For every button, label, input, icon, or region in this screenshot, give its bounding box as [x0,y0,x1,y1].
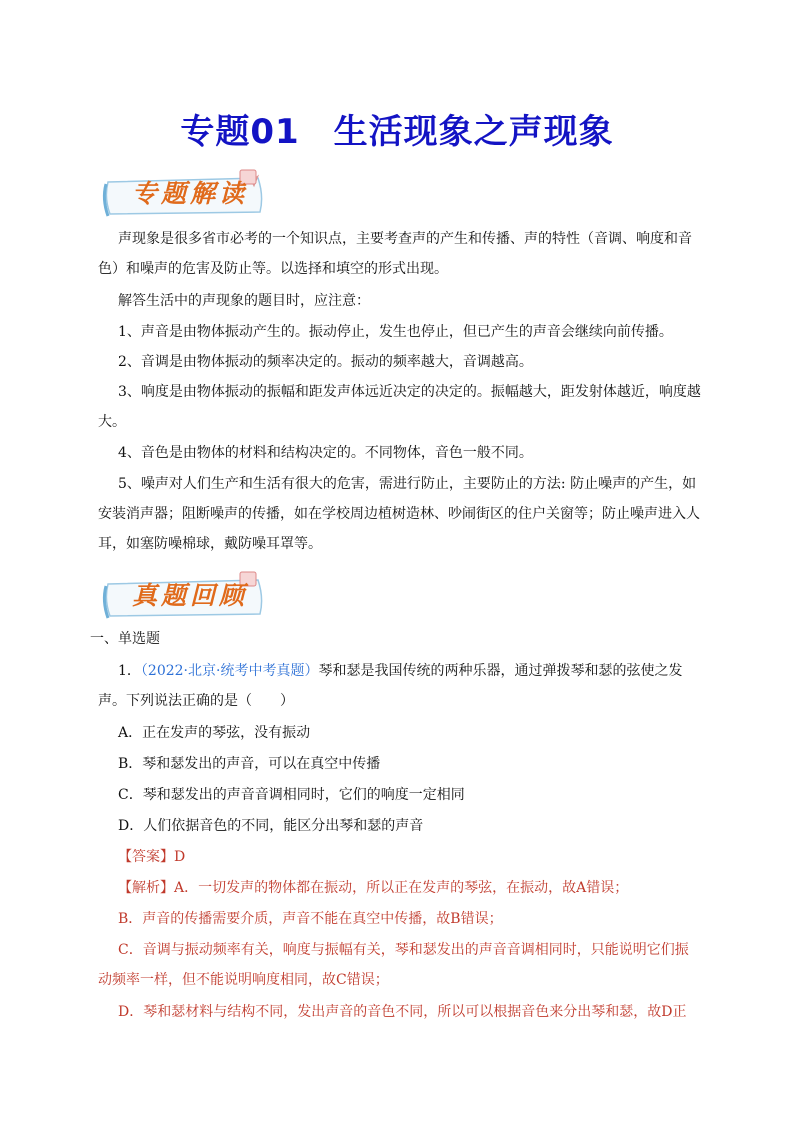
option-a: A．正在发声的琴弦，没有振动 [118,725,311,741]
option-c: C．琴和瑟发出的声音音调相同时，它们的响度一定相同 [118,787,465,803]
banner-title: 专题解读 [131,179,248,208]
question-stem [98,656,702,716]
title-part-2: 生活现象之声现象 [333,112,614,152]
intro-paragraph-1: 声现象是很多省市必考的一个知识点，主要考查声的产生和传播、声的特性（音调、响度和音色）和噪声的危害及防止等。以选择和填空的形式出现。 [98,231,692,277]
analysis-b: B．声音的传播需要介质，声音不能在真空中传播，故B错误； [118,911,503,927]
intro-item-3: 3、响度是由物体振动的振幅和距发声体远近决定的决定的。振幅越大，距发射体越近，响度越大。 [98,384,701,430]
banner-title: 真题回顾 [131,581,248,610]
option-b: B．琴和瑟发出的声音，可以在真空中传播 [118,756,381,772]
question-number: 1． [118,663,141,679]
intro-item-1: 1、声音是由物体振动产生的。振动停止，发生也停止，但已产生的声音会继续向前传播。 [118,324,673,340]
title-part-1: 专题01 [180,112,300,152]
question-text: 琴和瑟是我国传统的两种乐器，通过弹拨琴和瑟的弦使之发声。下列说法正确的是（ ） [98,663,683,709]
intro-paragraph-2: 解答生活中的声现象的题目时，应注意： [118,293,370,309]
analysis-d: D．琴和瑟材料与结构不同，发出声音的音色不同，所以可以根据音色来分出琴和瑟，故D正 [118,1004,687,1020]
analysis-label: 【解析】 [118,880,174,896]
answer-label: 【答案】 [118,849,174,865]
answer-value: D [174,849,186,865]
intro-item-4: 4、音色是由物体的材料和结构决定的。不同物体，音色一般不同。 [118,445,533,461]
section-heading: 一、单选题 [90,631,160,647]
page-title [0,104,794,153]
section-banner-past-questions [100,570,270,622]
section-banner-topic-reading [100,168,270,220]
intro-item-2: 2、音调是由物体振动的频率决定的。振动的频率越大，音调越高。 [118,354,533,370]
intro-item-5: 5、噪声对人们生产和生活有很大的危害，需进行防止，主要防止的方法: 防止噪声的产生，如安装消声器；阻断噪声的传播，如在学校周边植树造林、吵闹街区的住户关窗等；防止噪声进入人耳，如塞防噪棉球，戴防噪耳罩等。 [98,476,700,552]
answer [118,842,185,872]
question-source: （2022·北京·统考中考真题） [140,663,319,679]
analysis-line-a: A．一切发声的物体都在振动，所以正在发声的琴弦，在振动，故A错误； [174,880,629,896]
option-d: D．人们依据音色的不同，能区分出琴和瑟的声音 [118,818,424,834]
analysis-a [98,873,702,903]
analysis-c: C．音调与振动频率有关，响度与振幅有关，琴和瑟发出的声音音调相同时，只能说明它们振动频率一样，但不能说明响度相同，故C错误； [98,942,689,988]
